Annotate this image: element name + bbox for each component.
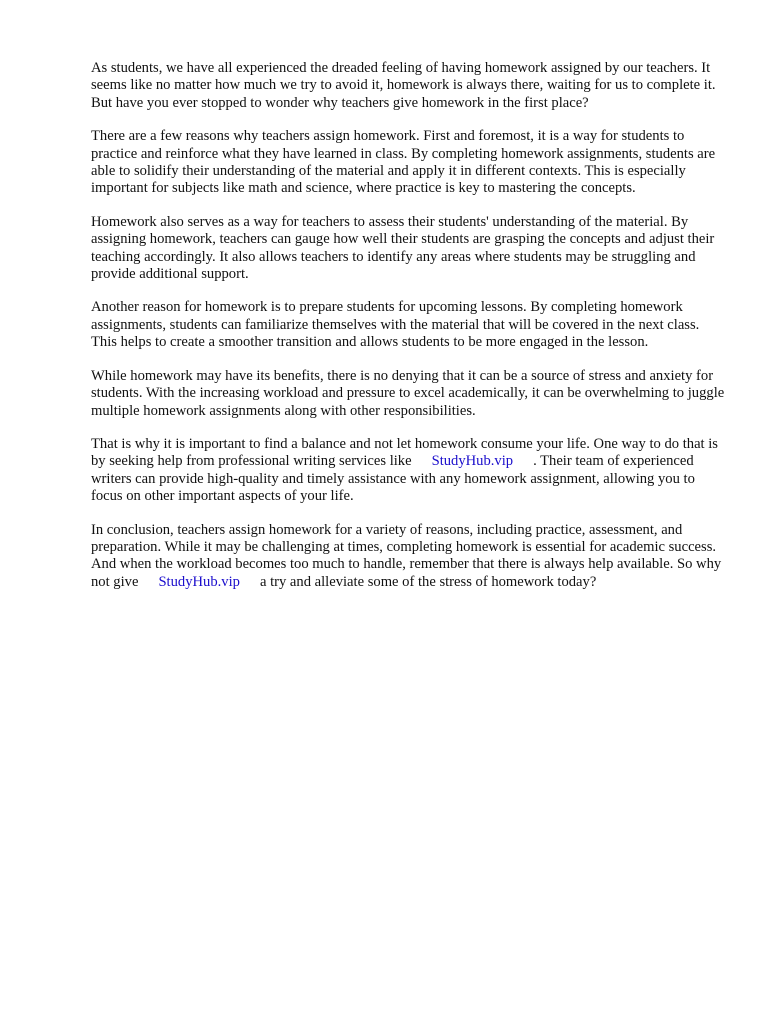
conclusion-text-after: a try and alleviate some of the stress of homework today? — [259, 573, 597, 590]
paragraph-preparation: Another reason for homework is to prepare students for upcoming lessons. By completing homework assignments, students can familiarize themselves with the material that will be covered in the next class. This helps to create a smoother transition and allows students to be more engaged in the lesson. — [91, 299, 700, 351]
paragraph-stress: While homework may have its benefits, there is no denying that it can be a source of stress and anxiety for students. With the increasing workload and pressure to excel academically, it can be overwhelming to juggle multiple homework assignments along with other responsibilities. — [91, 367, 725, 419]
studyhub-link-conclusion[interactable]: StudyHub.vip — [158, 573, 240, 590]
balance-text-after: . Their team of experienced writers can provide high-quality and timely assistance with any homework assignment, allowing you to focus on other important aspects of your life. — [91, 453, 695, 505]
studyhub-link[interactable]: StudyHub.vip — [431, 453, 514, 470]
paragraph-intro: As students, we have all experienced the dreaded feeling of having homework assigned by our teachers. It seems like no matter how much we try to avoid it, homework is always there, waiting for us to complete it. But have you ever stopped to wonder why teachers give homework in the first place? — [91, 60, 716, 111]
paragraph-conclusion — [91, 522, 725, 592]
paragraph-balance — [91, 436, 725, 506]
paragraph-reasons: There are a few reasons why teachers assign homework. First and foremost, it is a way for students to practice and reinforce what they have learned in class. By completing homework assignments, students are able to solidify their understanding of the material and apply it in different contexts. This is especially important for subjects like math and science, where practice is key to mastering the concepts. — [91, 128, 716, 197]
conclusion-text-before: In conclusion, teachers assign homework for a variety of reasons, including practice, assessment, and preparation. While it may be challenging at times, completing homework is essential for academic success. And when the workload becomes too much to handle, remember that there is always help available. So why not give — [91, 521, 722, 590]
balance-text-before: That is why it is important to find a balance and not let homework consume your life. One way to do that is by seeking help from professional writing services like — [91, 435, 718, 470]
paragraph-assessment: Homework also serves as a way for teachers to assess their students' understanding of the material. By assigning homework, teachers can gauge how well their students are grasping the concepts and adjust their teaching accordingly. It also allows teachers to identify any areas where students may be struggling and provide additional support. — [91, 213, 715, 283]
document-page — [91, 60, 725, 607]
